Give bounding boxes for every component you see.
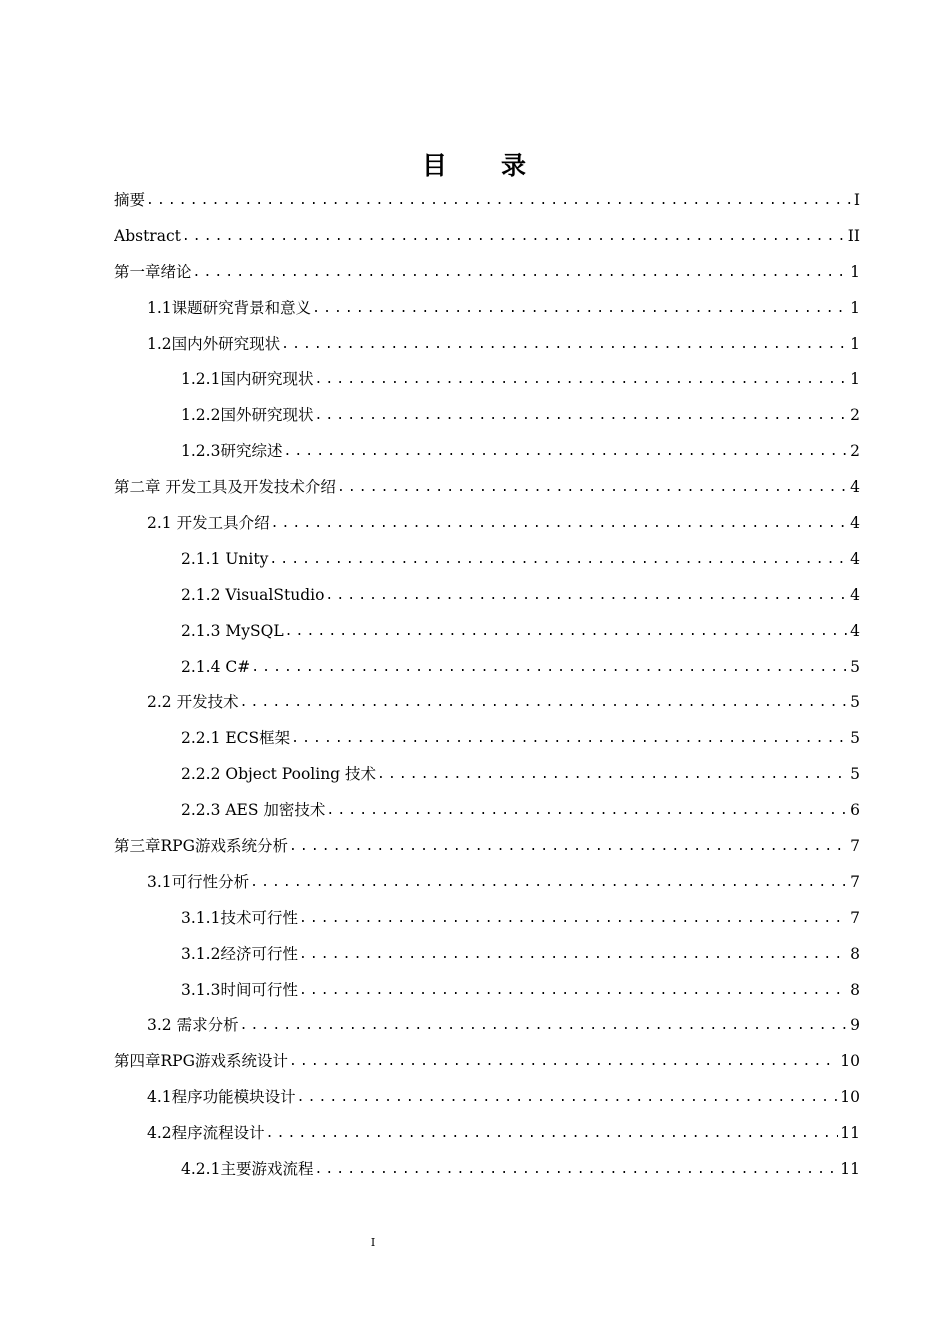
toc-entry-title: 2.1 开发工具介绍	[147, 514, 270, 532]
toc-leader-dots	[324, 578, 848, 614]
toc-entry-page-number: 2	[850, 406, 860, 425]
toc-entry-title: 3.1.3时间可行性	[181, 980, 298, 999]
toc-leader-dots	[313, 362, 848, 398]
title-part-1: 目	[421, 151, 449, 180]
toc-entry-page-number: II	[847, 226, 860, 245]
toc-entry-title: 摘要	[114, 190, 146, 209]
toc-leader-dots	[265, 1116, 839, 1152]
toc-entry-page-number: 4	[850, 478, 860, 497]
toc-entry[interactable]	[114, 542, 860, 578]
toc-entry-title: 3.2 需求分析	[147, 1016, 239, 1035]
toc-entry-title: 2.1.4 C#	[181, 657, 251, 676]
toc-leader-dots	[298, 973, 848, 1009]
toc-leader-dots	[282, 434, 848, 470]
toc-entry[interactable]	[114, 255, 860, 291]
toc-entry[interactable]	[114, 1008, 860, 1044]
toc-entry[interactable]	[114, 1044, 860, 1080]
title-part-2: 录	[501, 151, 529, 180]
toc-entry[interactable]	[114, 1116, 860, 1152]
toc-entry[interactable]	[114, 650, 860, 686]
toc-entry-title: 1.1课题研究背景和意义	[147, 298, 312, 317]
toc-leader-dots	[296, 1080, 839, 1116]
toc-entry[interactable]	[114, 327, 860, 363]
toc-entry-page-number: 8	[850, 944, 860, 963]
toc-entry-page-number: 4	[850, 549, 860, 568]
toc-entry-page-number: 10	[840, 1088, 860, 1107]
toc-entry-page-number: 1	[850, 262, 860, 281]
toc-leader-dots	[192, 255, 849, 291]
toc-leader-dots	[145, 183, 852, 219]
toc-entry[interactable]	[114, 1080, 860, 1116]
toc-entry-title: 2.2 开发技术	[147, 693, 239, 712]
toc-entry-title: 2.1.1 Unity	[181, 549, 269, 568]
toc-entry-title: Abstract	[114, 226, 181, 245]
toc-entry-title: 3.1.2经济可行性	[181, 944, 298, 963]
toc-entry-title: 4.1程序功能模块设计	[147, 1088, 296, 1107]
toc-entry-page-number: 7	[850, 837, 860, 856]
toc-leader-dots	[249, 865, 848, 901]
toc-entry-page-number: 4	[850, 514, 860, 532]
toc-entry-title: 2.2.1 ECS框架	[181, 729, 291, 748]
toc-entry-title: 1.2.1国内研究现状	[181, 370, 314, 389]
toc-entry[interactable]	[114, 865, 860, 901]
page-title	[0, 146, 950, 182]
toc-entry-page-number: 4	[850, 621, 860, 640]
toc-entry-title: 3.1可行性分析	[147, 872, 250, 891]
toc-entry-page-number: 11	[840, 1160, 860, 1179]
toc-leader-dots	[288, 829, 848, 865]
toc-entry-title: 1.2.2国外研究现状	[181, 406, 314, 425]
toc-entry-page-number: I	[853, 190, 860, 209]
toc-leader-dots	[325, 793, 848, 829]
toc-entry[interactable]	[114, 434, 860, 470]
toc-entry-page-number: 1	[850, 334, 860, 353]
toc-entry[interactable]	[114, 506, 860, 542]
toc-entry-title: 第一章绪论	[114, 262, 192, 281]
toc-leader-dots	[290, 721, 848, 757]
toc-entry-title: 4.2.1主要游戏流程	[181, 1160, 314, 1179]
toc-entry-title: 1.2.3研究综述	[181, 442, 283, 461]
toc-entry-title: 1.2国内外研究现状	[147, 334, 281, 353]
toc-entry[interactable]	[114, 901, 860, 937]
toc-leader-dots	[239, 685, 849, 721]
toc-entry-page-number: 1	[850, 370, 860, 389]
toc-entry-title: 4.2程序流程设计	[147, 1124, 265, 1143]
toc-entry[interactable]	[114, 291, 860, 327]
toc-leader-dots	[298, 901, 848, 937]
toc-entry[interactable]	[114, 973, 860, 1009]
page-number-footer: I	[370, 1236, 376, 1249]
toc-entry-title: 2.1.3 MySQL	[181, 621, 284, 640]
toc-entry[interactable]	[114, 362, 860, 398]
toc-entry-title: 第四章RPG游戏系统设计	[114, 1052, 288, 1071]
toc-entry-page-number: 7	[850, 872, 860, 891]
toc-entry-page-number: 7	[850, 908, 860, 927]
toc-leader-dots	[284, 614, 849, 650]
toc-leader-dots	[181, 219, 846, 255]
toc-entry[interactable]	[114, 793, 860, 829]
toc-entry[interactable]	[114, 398, 860, 434]
toc-entry-page-number: 6	[850, 801, 860, 820]
toc-entry-page-number: 10	[840, 1052, 860, 1071]
toc-leader-dots	[280, 327, 848, 363]
toc-leader-dots	[298, 937, 848, 973]
toc-leader-dots	[311, 291, 848, 327]
toc-entry[interactable]	[114, 219, 860, 255]
toc-entry-title: 2.2.3 AES 加密技术	[181, 801, 326, 820]
toc-leader-dots	[313, 398, 848, 434]
toc-leader-dots	[376, 757, 848, 793]
toc-entry-page-number: 5	[850, 657, 860, 676]
toc-entry-page-number: 9	[850, 1016, 860, 1035]
toc-entry[interactable]	[114, 470, 860, 506]
toc-entry-page-number: 11	[840, 1124, 860, 1143]
table-of-contents	[114, 183, 860, 1188]
toc-entry-page-number: 2	[850, 442, 860, 461]
toc-entry-title: 第三章RPG游戏系统分析	[114, 837, 288, 856]
toc-entry-page-number: 1	[850, 298, 860, 317]
toc-entry-page-number: 4	[850, 585, 860, 604]
toc-leader-dots	[239, 1008, 849, 1044]
toc-leader-dots	[270, 506, 849, 542]
toc-leader-dots	[268, 542, 848, 578]
toc-entry-title: 第二章 开发工具及开发技术介绍	[114, 478, 336, 497]
toc-entry[interactable]	[114, 1152, 860, 1188]
toc-entry[interactable]	[114, 937, 860, 973]
toc-entry-title: 3.1.1技术可行性	[181, 908, 298, 927]
toc-entry[interactable]	[114, 183, 860, 219]
toc-entry[interactable]	[114, 685, 860, 721]
toc-entry-page-number: 5	[850, 729, 860, 748]
toc-entry-page-number: 8	[850, 980, 860, 999]
toc-entry[interactable]	[114, 829, 860, 865]
toc-entry-title: 2.1.2 VisualStudio	[181, 585, 325, 604]
toc-entry-page-number: 5	[850, 693, 860, 712]
toc-leader-dots	[313, 1152, 838, 1188]
toc-entry-page-number: 5	[850, 765, 860, 784]
toc-entry[interactable]	[114, 757, 860, 793]
toc-leader-dots	[288, 1044, 838, 1080]
toc-leader-dots	[336, 470, 848, 506]
toc-entry[interactable]	[114, 614, 860, 650]
toc-entry[interactable]	[114, 721, 860, 757]
toc-leader-dots	[250, 650, 848, 686]
toc-entry[interactable]	[114, 578, 860, 614]
toc-entry-title: 2.2.2 Object Pooling 技术	[181, 765, 377, 784]
